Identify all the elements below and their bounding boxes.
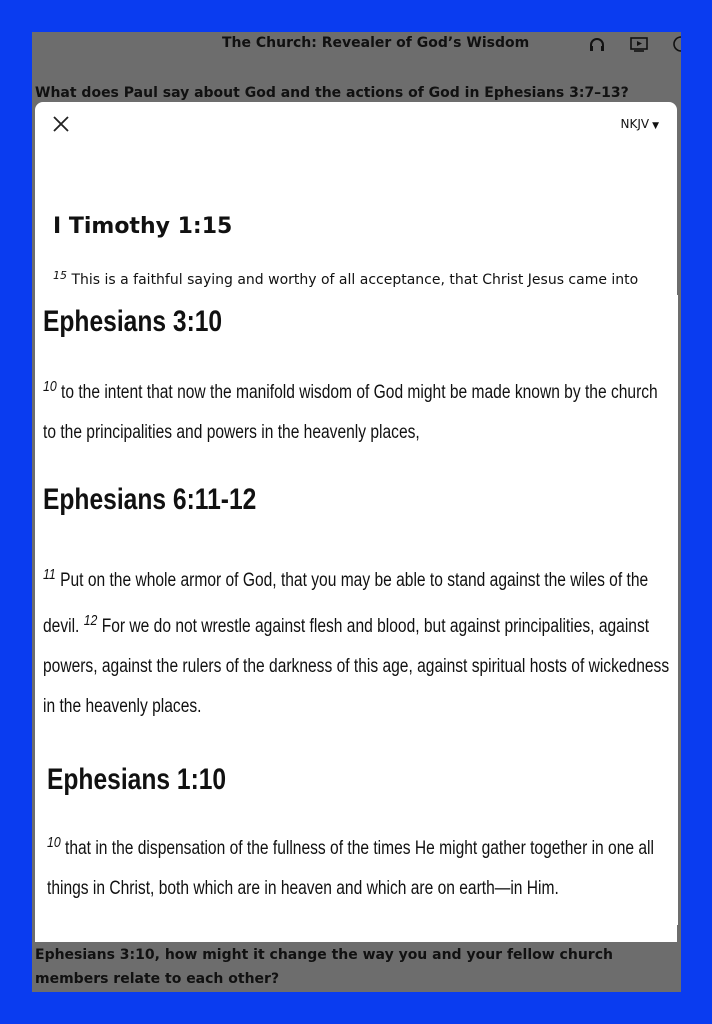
passage-ephesians-3-10	[35, 295, 678, 477]
play-video-icon[interactable]	[630, 36, 648, 52]
verse-number: 10	[47, 834, 61, 851]
verse-body: For we do not wrestle against flesh and blood, but against principalities, against powers, against the rulers of the darkness of this age, against spiritual hosts of wickedness in the heavenly places.	[43, 616, 670, 717]
lesson-title: The Church: Revealer of God’s Wisdom	[222, 35, 530, 51]
passage-reference: Ephesians 3:10	[43, 305, 223, 338]
verse-body: to the intent that now the manifold wisdom of God might be made known by the church to the principalities and powers in the heavenly places,	[43, 382, 658, 443]
chevron-down-icon: ▼	[652, 121, 659, 131]
verse-body: that in the dispensation of the fullness of the times He might gather together in one all things in Christ, both which are in heaven and which are on earth—in Him.	[47, 838, 654, 899]
question-bottom: Ephesians 3:10, how might it change the way you and your fellow church members relate to each other?	[35, 947, 613, 987]
passage-reference: Ephesians 1:10	[47, 763, 227, 796]
headphones-icon[interactable]	[588, 36, 606, 52]
top-bar	[32, 32, 681, 56]
version-dropdown[interactable]	[620, 117, 659, 131]
verse-number: 15	[53, 269, 67, 282]
passage-verse	[47, 823, 678, 909]
version-label: NKJV	[620, 117, 650, 131]
passage-verse	[43, 367, 674, 453]
app-screen	[32, 32, 681, 992]
clock-icon[interactable]	[672, 36, 681, 52]
verse-body: This is a faithful saying and worthy of all acceptance, that Christ Jesus came into	[71, 272, 639, 288]
verse-number: 12	[83, 612, 98, 629]
verse-number: 10	[43, 378, 57, 395]
passage-ephesians-6-11-12	[35, 477, 678, 749]
passage-verse	[43, 555, 674, 727]
question-top: What does Paul say about God and the actions of God in Ephesians 3:7–13?	[35, 85, 629, 101]
verse-body: Put on the whole armor of God, that you may be able to stand against the wiles of the devil.	[43, 570, 649, 637]
verse-number: 11	[43, 566, 56, 583]
verse-reference: I Timothy 1:15	[53, 214, 233, 239]
passage-reference: Ephesians 6:11-12	[43, 483, 257, 516]
close-icon[interactable]	[53, 116, 69, 132]
passage-ephesians-1-10	[35, 749, 678, 925]
